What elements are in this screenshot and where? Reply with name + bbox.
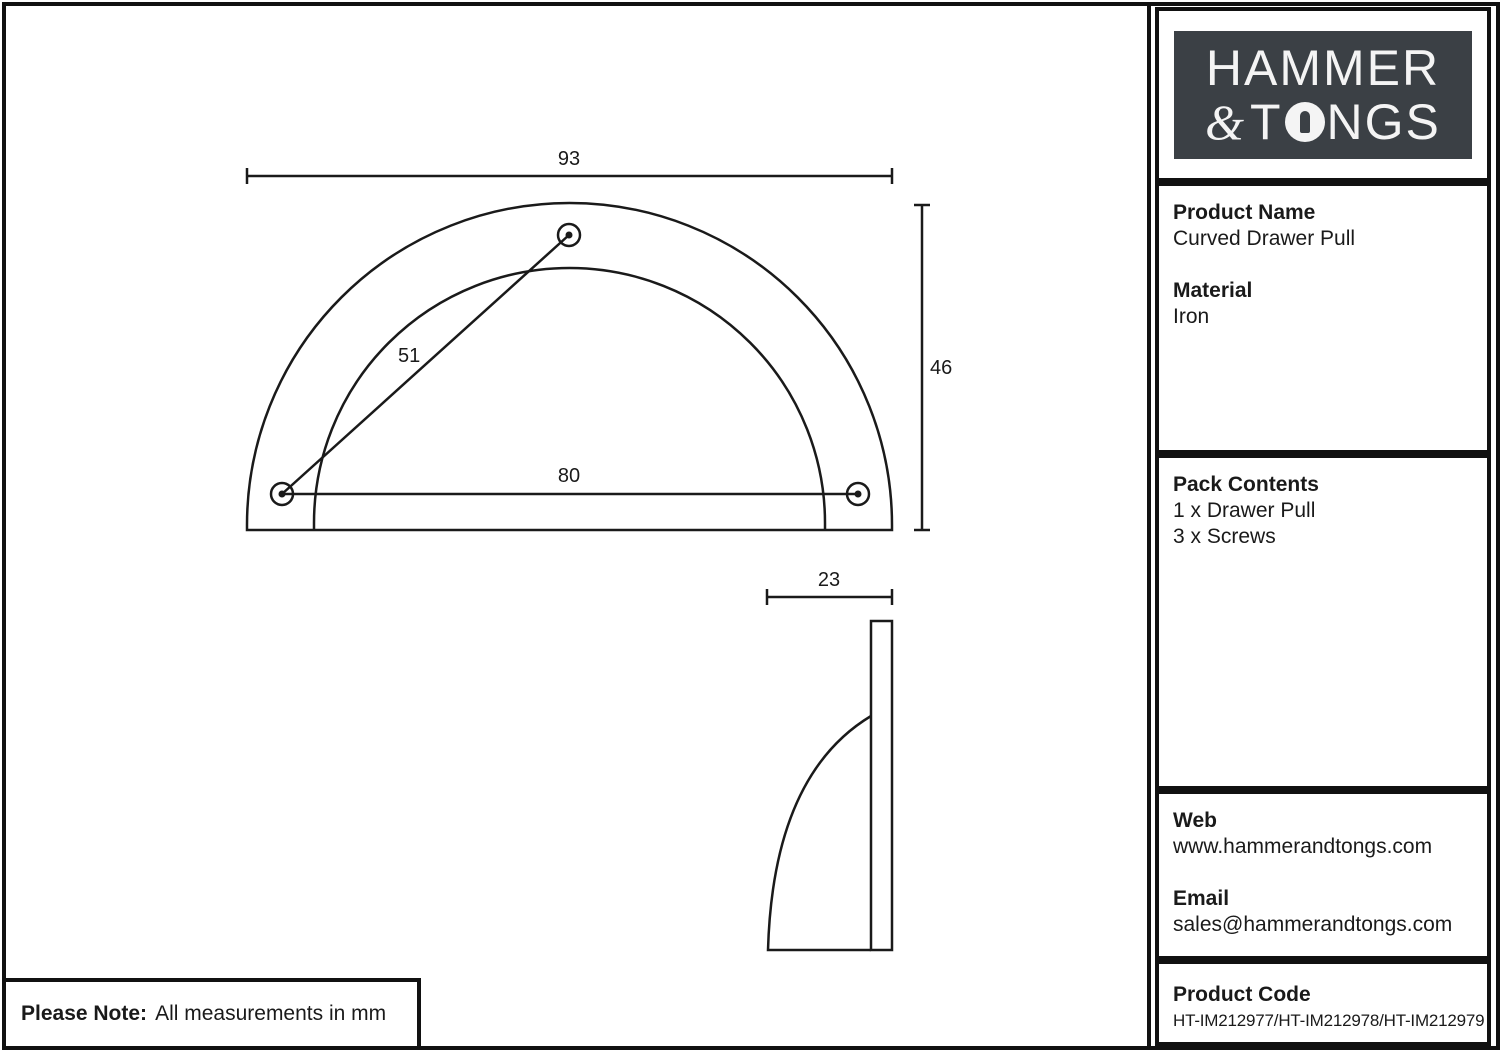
material-label: Material bbox=[1173, 279, 1253, 302]
email-link[interactable]: sales@hammerandtongs.com bbox=[1173, 913, 1453, 936]
info-sidebar bbox=[1147, 3, 1495, 1046]
logo-line-2: & T NGS bbox=[1205, 93, 1441, 150]
dim-hole-spacing: 80 bbox=[557, 465, 581, 487]
pack-item: 3 x Screws bbox=[1173, 525, 1276, 548]
dim-depth: 23 bbox=[817, 569, 841, 591]
dim-overall-width: 93 bbox=[557, 148, 581, 170]
product-code-label: Product Code bbox=[1173, 983, 1311, 1006]
logo-panel bbox=[1155, 7, 1491, 182]
side-view-cup bbox=[768, 716, 871, 950]
diagonal-line bbox=[282, 235, 569, 494]
dim-height: 46 bbox=[930, 357, 953, 379]
keyhole-icon bbox=[1285, 102, 1325, 142]
brand-logo bbox=[1174, 31, 1472, 159]
pack-contents-label: Pack Contents bbox=[1173, 473, 1319, 496]
product-code-value: HT-IM212977/HT-IM212978/HT-IM212979 bbox=[1173, 1011, 1485, 1030]
dim-hole-diagonal: 51 bbox=[398, 345, 421, 367]
note-label: Please Note: bbox=[21, 1002, 148, 1025]
logo-line-1: HAMMER bbox=[1205, 39, 1441, 96]
side-view-plate bbox=[871, 621, 892, 950]
web-label: Web bbox=[1173, 809, 1217, 832]
measurement-note bbox=[3, 978, 421, 1046]
note-text: All measurements in mm bbox=[155, 1002, 387, 1025]
inner-arc bbox=[314, 268, 825, 530]
pack-item: 1 x Drawer Pull bbox=[1173, 499, 1316, 522]
pack-contents-panel bbox=[1155, 454, 1491, 790]
product-name-label: Product Name bbox=[1173, 201, 1316, 224]
product-panel bbox=[1155, 182, 1491, 454]
email-label: Email bbox=[1173, 887, 1230, 910]
contact-panel bbox=[1155, 790, 1491, 960]
product-code-panel bbox=[1155, 960, 1491, 1046]
product-name-value: Curved Drawer Pull bbox=[1173, 227, 1356, 250]
web-link[interactable]: www.hammerandtongs.com bbox=[1173, 835, 1433, 858]
material-value: Iron bbox=[1173, 305, 1210, 328]
